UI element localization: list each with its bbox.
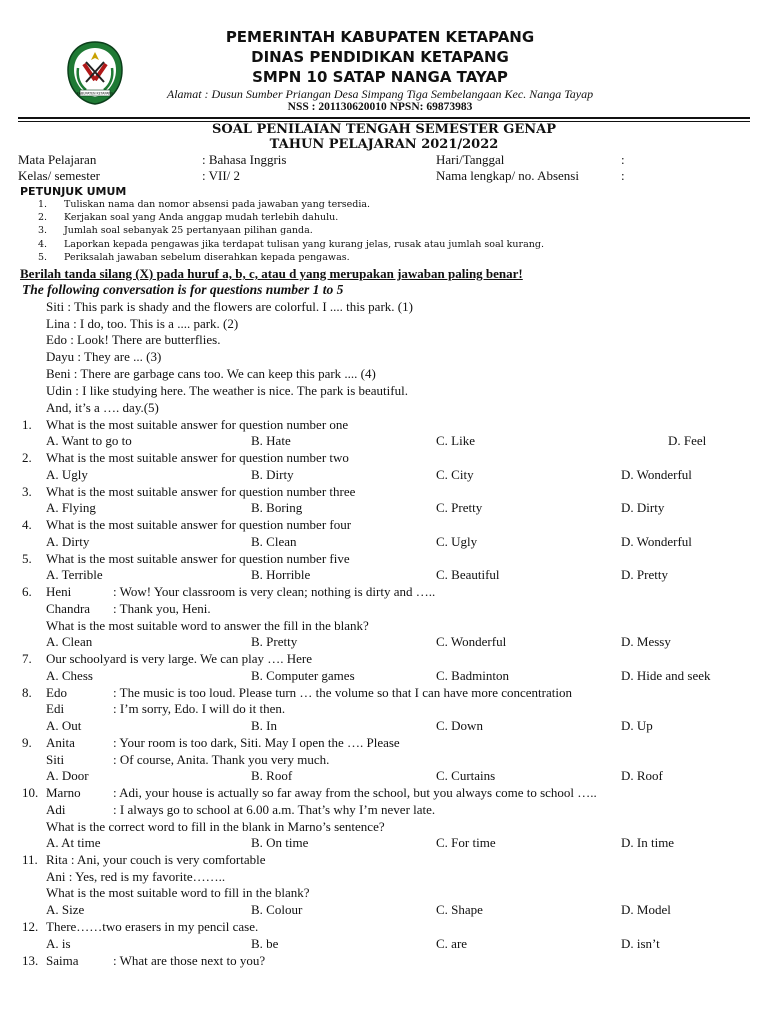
option-c: C. are [436, 936, 468, 951]
option-d: D. Messy [621, 634, 671, 649]
question-text: What is the most suitable answer for question number three [46, 484, 356, 499]
option-a: A. Chess [46, 668, 93, 683]
subject-value: : Bahasa Inggris [202, 152, 287, 167]
option-d: D. isn’t [621, 936, 660, 951]
speaker-line: : I’m sorry, Edo. I will do it then. [113, 701, 286, 716]
option-b: B. On time [251, 835, 309, 850]
option-a: A. Door [46, 768, 89, 783]
option-b: B. Boring [251, 500, 303, 515]
instruction-item: 3. Jumlah soal sebanyak 25 pertanyaan pilihan ganda. [38, 225, 313, 237]
exam-title: SOAL PENILAIAN TENGAH SEMESTER GENAP [211, 122, 557, 137]
option-b: B. Colour [251, 902, 303, 917]
dialog-line: Dayu : They are ... (3) [46, 349, 162, 364]
day-label: Hari/Tanggal [436, 152, 505, 167]
speaker-line: : Of course, Anita. Thank you very much. [113, 752, 330, 767]
option-d: D. Pretty [621, 567, 668, 582]
speaker-name: Edi [46, 701, 65, 716]
option-c: C. Like [436, 433, 475, 448]
instruction-item: 1. Tuliskan nama dan nomor absensi pada jawaban yang tersedia. [38, 199, 371, 210]
speaker-line: : Thank you, Heni. [113, 601, 211, 616]
option-a: A. Terrible [46, 567, 103, 582]
option-a: A. Size [46, 902, 85, 917]
question-text: There……two erasers in my pencil case. [46, 919, 259, 934]
option-a: A. Flying [46, 500, 96, 515]
dialog-line: Edo : Look! There are butterflies. [46, 332, 221, 347]
speaker-name: Chandra [46, 601, 91, 616]
question-text: Our schoolyard is very large. We can play …. Here [46, 651, 312, 666]
speaker-line: : Your room is too dark, Siti. May I open the …. Please [113, 735, 400, 750]
option-b: B. Hate [251, 433, 291, 448]
speaker-line: : I always go to school at 6.00 a.m. That’s why I’m never late. [113, 802, 436, 817]
department-name: DINAS PENDIDIKAN KETAPANG [251, 48, 509, 66]
school-name: SMPN 10 SATAP NANGA TAYAP [252, 68, 508, 86]
option-d: D. In time [621, 835, 675, 850]
option-d: D. Up [621, 718, 653, 733]
speaker-name: Anita [46, 735, 75, 750]
emblem-caption: KABUPATEN KETAPANG [76, 91, 114, 96]
option-d: D. Dirty [621, 500, 665, 515]
question-text: What is the most suitable answer for question number four [46, 517, 352, 532]
question-number: 3. [22, 484, 32, 499]
instruction-item: 2. Kerjakan soal yang Anda anggap mudah terlebih dahulu. [38, 212, 339, 224]
option-d: D. Model [621, 902, 671, 917]
option-a: A. is [46, 936, 71, 951]
question-text: What is the most suitable answer for question number two [46, 450, 349, 465]
option-d: D. Roof [621, 768, 663, 783]
class-label: Kelas/ semester [18, 168, 100, 183]
question-number: 9. [22, 735, 32, 750]
option-d: D. Wonderful [621, 467, 692, 482]
question-number: 7. [22, 651, 32, 666]
school-address: Alamat : Dusun Sumber Priangan Desa Simpang Tiga Sembelangaan Kec. Nanga Tayap [166, 87, 594, 101]
speaker-line: : Wow! Your classroom is very clean; nothing is dirty and ….. [113, 584, 436, 599]
question-number: 12. [22, 919, 39, 934]
instruction-item: 4. Laporkan kepada pengawas jika terdapat tulisan yang kurang jelas, rusak atau jumlah soal kurang. [38, 238, 544, 250]
speaker-line: : Adi, your house is actually so far away from the school, but you always come to school ….. [113, 785, 597, 800]
regency-emblem [66, 40, 124, 106]
dialog-line: Siti : This park is shady and the flowers are colorful. I .... this park. (1) [46, 299, 413, 314]
option-d: D. Feel [668, 433, 707, 448]
question-prompt: What is the correct word to fill in the blank in Marno’s sentence? [46, 819, 385, 834]
option-b: B. Clean [251, 534, 297, 549]
option-b: B. Pretty [251, 634, 298, 649]
option-a: A. At time [46, 835, 101, 850]
option-c: C. Beautiful [436, 567, 500, 582]
question-number: 11. [22, 852, 38, 867]
option-b: B. Roof [251, 768, 293, 783]
option-a: A. Out [46, 718, 82, 733]
speaker-line: Rita : Ani, your couch is very comfortable [46, 852, 266, 867]
option-c: C. Wonderful [436, 634, 507, 649]
speaker-name: Heni [46, 584, 72, 599]
dialog-line: Lina : I do, too. This is a .... park. (2) [46, 316, 239, 331]
option-a: A. Ugly [46, 467, 88, 482]
question-number: 8. [22, 685, 32, 700]
name-value: : [621, 168, 625, 183]
option-a: A. Clean [46, 634, 93, 649]
question-prompt: What is the most suitable word to answer the fill in the blank? [46, 618, 369, 633]
question-number: 13. [22, 953, 39, 968]
speaker-name: Edo [46, 685, 67, 700]
header-divider [18, 117, 750, 119]
option-c: C. City [436, 467, 474, 482]
day-value: : [621, 152, 625, 167]
option-b: B. Horrible [251, 567, 311, 582]
option-b: B. In [251, 718, 277, 733]
option-b: B. Dirty [251, 467, 294, 482]
answer-instruction: Berilah tanda silang (X) pada huruf a, b, c, atau d yang merupakan jawaban paling benar! [20, 266, 523, 281]
option-d: D. Hide and seek [621, 668, 711, 683]
speaker-name: Siti [46, 752, 65, 767]
instructions-title: PETUNJUK UMUM [20, 185, 127, 198]
question-number: 6. [22, 584, 32, 599]
question-number: 5. [22, 551, 32, 566]
conversation-intro: The following conversation is for questions number 1 to 5 [22, 282, 344, 297]
dialog-line: And, it’s a …. day.(5) [46, 400, 159, 415]
question-text: What is the most suitable answer for question number one [46, 417, 349, 432]
dialog-line: Udin : I like studying here. The weather is nice. The park is beautiful. [46, 383, 408, 398]
option-c: C. Shape [436, 902, 483, 917]
question-number: 1. [22, 417, 32, 432]
speaker-name: Marno [46, 785, 81, 800]
option-b: B. Computer games [251, 668, 355, 683]
question-number: 2. [22, 450, 32, 465]
option-c: C. Down [436, 718, 483, 733]
option-c: C. Ugly [436, 534, 478, 549]
option-b: B. be [251, 936, 279, 951]
speaker-name: Saima [46, 953, 79, 968]
school-nss: NSS : 201130620010 NPSN: 69873983 [287, 101, 473, 113]
option-a: A. Dirty [46, 534, 90, 549]
class-value: : VII/ 2 [202, 168, 241, 183]
option-c: C. Curtains [436, 768, 496, 783]
option-c: C. Badminton [436, 668, 509, 683]
question-number: 10. [22, 785, 39, 800]
question-prompt: What is the most suitable word to fill in the blank? [46, 885, 310, 900]
instructions-list [38, 198, 544, 264]
exam-year: TAHUN PELAJARAN 2021/2022 [269, 137, 499, 152]
speaker-name: Adi [46, 802, 66, 817]
dialog-line: Beni : There are garbage cans too. We can keep this park .... (4) [46, 366, 376, 381]
subject-label: Mata Pelajaran [18, 152, 97, 167]
option-d: D. Wonderful [621, 534, 692, 549]
option-a: A. Want to go to [46, 433, 132, 448]
question-number: 4. [22, 517, 32, 532]
speaker-line: : The music is too loud. Please turn … the volume so that I can have more concentration [113, 685, 572, 700]
speaker-line: : What are those next to you? [113, 953, 266, 968]
government-name: PEMERINTAH KABUPATEN KETAPANG [225, 28, 535, 46]
instruction-item: 5. Periksalah jawaban sebelum diserahkan kepada pengawas. [38, 251, 350, 263]
speaker-line: Ani : Yes, red is my favorite…….. [46, 869, 226, 884]
option-c: C. For time [436, 835, 496, 850]
question-text: What is the most suitable answer for question number five [46, 551, 350, 566]
option-c: C. Pretty [436, 500, 483, 515]
name-label: Nama lengkap/ no. Absensi [436, 168, 579, 183]
